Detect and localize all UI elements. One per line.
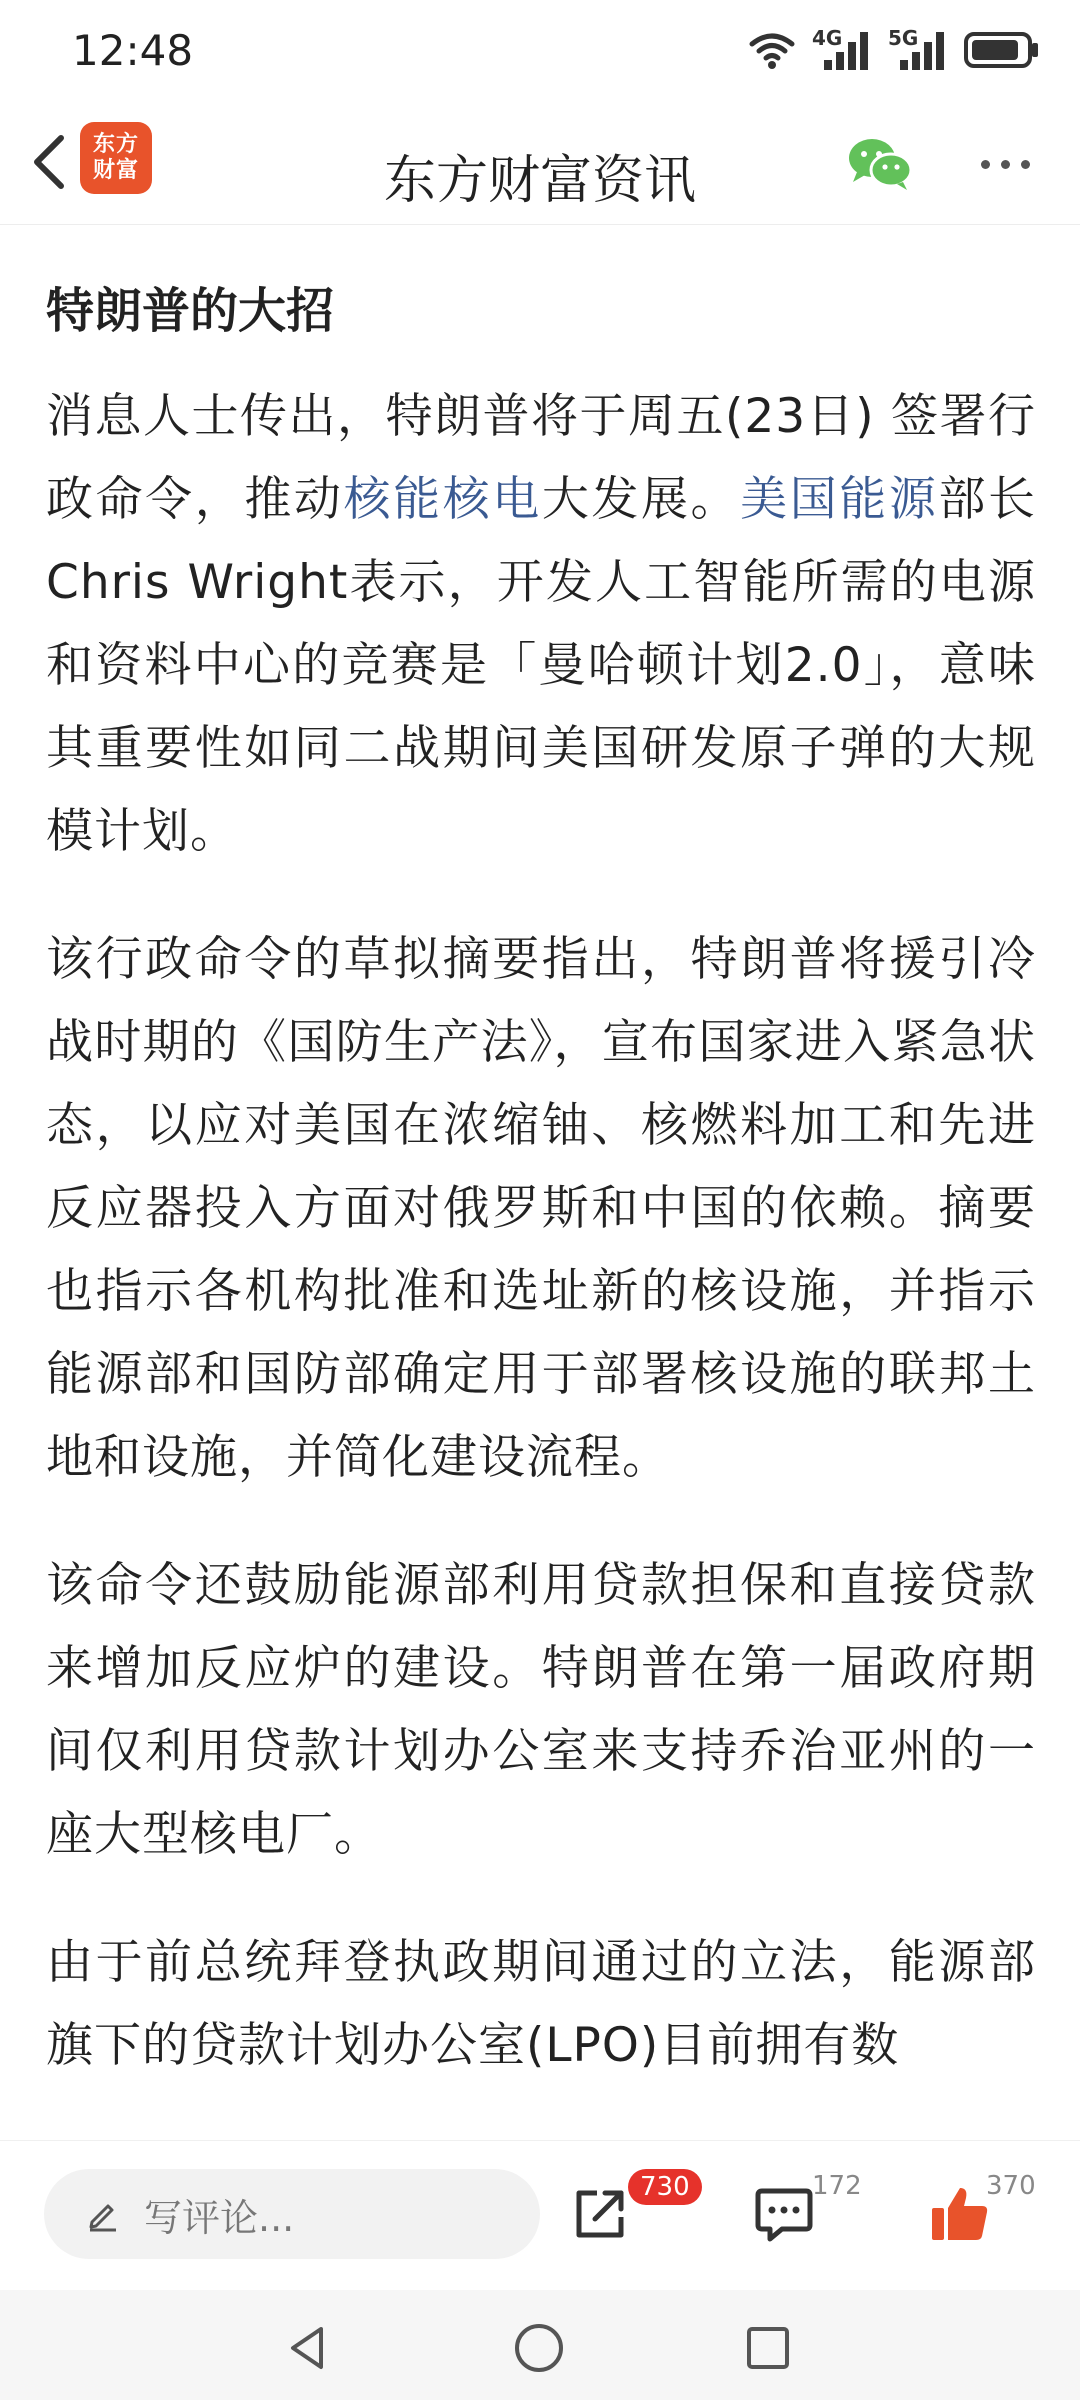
comment-icon — [754, 2185, 814, 2243]
nav-recent-icon — [743, 2323, 793, 2373]
more-dots-icon — [981, 160, 990, 169]
nav-back-icon — [283, 2323, 333, 2373]
status-bar — [0, 0, 1080, 100]
app-header — [0, 100, 1080, 225]
more-dots-icon — [1001, 160, 1010, 169]
nav-home-icon — [512, 2321, 566, 2375]
battery-icon — [964, 30, 1040, 70]
paragraph-text: 大发展。 — [541, 472, 741, 527]
article-paragraph: 由于前总统拜登执政期间通过的立法，能源部旗下的贷款计划办公室(LPO)目前拥有数 — [46, 1935, 1036, 2073]
wifi-icon — [748, 30, 796, 70]
system-navigation-bar — [0, 2290, 1080, 2400]
back-button[interactable] — [18, 128, 80, 196]
keyword-link-nuclear[interactable]: 核能核电 — [343, 472, 542, 527]
comment-placeholder: 写评论... — [144, 2195, 295, 2240]
brand-logo[interactable] — [80, 122, 152, 194]
article-title: 特朗普的大招 — [46, 283, 335, 339]
share-count-badge: 730 — [628, 2169, 702, 2205]
system-recent-apps-button[interactable] — [738, 2318, 798, 2378]
system-home-button[interactable] — [509, 2318, 569, 2378]
comment-count: 172 — [812, 2171, 862, 2201]
wechat-icon — [847, 136, 913, 192]
share-icon — [571, 2185, 629, 2243]
thumbs-up-icon — [928, 2182, 992, 2246]
paragraph-text: 部长Chris Wright表示，开发人工智能所需的电源和资料中心的竞赛是「曼哈顿计划2.0」，意味其重要性如同二战期间美国研发原子弹的大规模计划。 — [46, 472, 1036, 859]
status-time: 12:48 — [72, 25, 194, 75]
article-paragraph: 该命令还鼓励能源部利用贷款担保和直接贷款来增加反应炉的建设。特朗普在第一届政府期间仅利用贷款计划办公室来支持乔治亚州的一座大型核电厂。 — [46, 1558, 1036, 1862]
bottom-action-bar — [0, 2140, 1080, 2290]
brand-logo-line2: 财富 — [92, 158, 139, 183]
pen-icon — [86, 2196, 122, 2232]
more-dots-icon — [1021, 160, 1030, 169]
keyword-link-us-energy[interactable]: 美国能源 — [740, 472, 939, 527]
paragraph-text: 消息人士传出，特朗普将于周五(23日) 签署行政命令，推动 — [46, 389, 1036, 527]
like-count: 370 — [986, 2171, 1036, 2201]
comment-input[interactable] — [44, 2169, 540, 2259]
article-body — [46, 225, 1036, 2140]
signal-4g-icon: 4G — [812, 28, 872, 72]
more-options-button[interactable] — [965, 124, 1045, 204]
article-paragraph — [46, 375, 1036, 873]
article-paragraph: 该行政命令的草拟摘要指出，特朗普将援引冷战时期的《国防生产法》，宣布国家进入紧急状态，以应对美国在浓缩铀、核燃料加工和先进反应器投入方面对俄罗斯和中国的依赖。摘要也指示各机构批准和选址新的核设施，并指示能源部和国防部确定用于部署核设施的联邦土地和设施，并简化建设流程。 — [46, 932, 1036, 1485]
brand-logo-line1: 东方 — [92, 132, 139, 157]
page-title: 东方财富资讯 — [383, 151, 696, 211]
status-icons — [748, 28, 1040, 72]
system-back-button[interactable] — [278, 2318, 338, 2378]
back-arrow-icon — [29, 132, 69, 192]
signal-5g-icon: 5G — [888, 28, 948, 72]
wechat-share-button[interactable] — [840, 124, 920, 204]
